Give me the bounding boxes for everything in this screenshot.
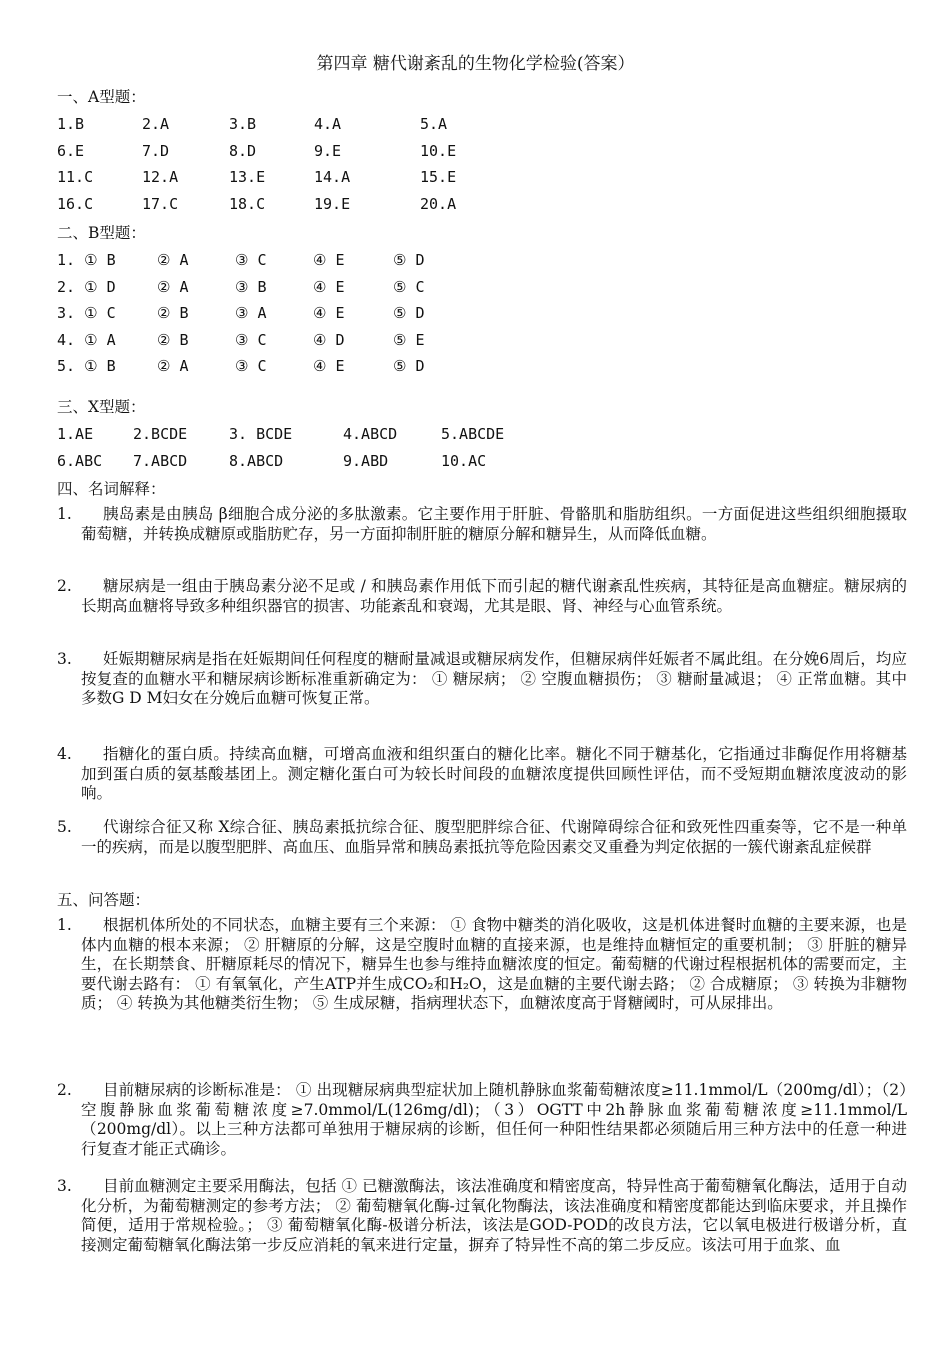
- term-text: 指糖化的蛋白质。持续高血糖，可增高血液和组织蛋白的糖化比率。糖化不同于糖基化，它指通过非酶促作用将糖基加到蛋白质的氨基酸基团上。测定糖化蛋白可为较长时间段的血糖浓度提供回顾性评估，而不受短期血糖浓度波动的影响。: [81, 745, 907, 802]
- answer-cell: 17.C: [142, 194, 179, 213]
- answer-cell: 7.D: [142, 141, 170, 160]
- answer-cell: 4.ABCD: [343, 425, 398, 443]
- term-text: 胰岛素是由胰岛 β细胞合成分泌的多肽激素。它主要作用于肝脏、骨骼肌和脂肪组织。一方面促进这些组织细胞摄取葡萄糖，并转换成糖原或脂肪贮存，另一方面抑制肝脏的糖原分解和糖异生，从而降低血糖。: [81, 505, 907, 543]
- section-b-heading: 二、B型题：: [57, 224, 146, 242]
- answer-cell: ② A: [157, 277, 189, 296]
- answer-cell: ④ E: [313, 304, 345, 322]
- answer-cell: 9.E: [314, 141, 342, 160]
- answer-cell: 10.E: [420, 141, 457, 160]
- answer-row: [57, 450, 937, 472]
- answer-cell: 20.A: [420, 194, 457, 213]
- qa-item: [57, 916, 907, 1014]
- answer-cell: 3. ① C: [57, 304, 116, 322]
- qa-number: 2.: [57, 1081, 72, 1099]
- section-terms-heading: 四、名词解释：: [57, 480, 166, 498]
- answer-row: [57, 113, 937, 135]
- qa-text: 目前糖尿病的诊断标准是： ① 出现糖尿病典型症状加上随机静脉血浆葡萄糖浓度≥11.1mmol/L（200mg/dl）；（2）空腹静脉血浆葡萄糖浓度≥7.0mmol/L(126mg/dl)；（3）OGTT中2h静脉血浆葡萄糖浓度≥11.1mmol/L（200mg/dl）。以上三种方法都可单独用于糖尿病的诊断，但任何一种阳性结果都必须随后用三种方法中的任意一种进行复查才能正式确诊。: [81, 1081, 907, 1158]
- answer-cell: 5. ① B: [57, 357, 116, 375]
- answer-cell: 7.ABCD: [133, 452, 188, 470]
- answer-cell: 1. ① B: [57, 251, 116, 269]
- qa-item: [57, 1081, 907, 1159]
- answer-cell: ④ E: [313, 357, 345, 375]
- answer-cell: 12.A: [142, 168, 179, 186]
- term-item: [57, 818, 907, 857]
- answer-cell: ② A: [157, 357, 189, 375]
- term-number: 4.: [57, 745, 72, 763]
- answer-cell: 6.E: [57, 141, 85, 160]
- answer-cell: 11.C: [57, 168, 94, 186]
- answer-cell: ② B: [157, 330, 189, 349]
- answer-cell: 14.A: [314, 168, 351, 186]
- answer-row: [57, 140, 937, 162]
- answer-cell: ③ C: [235, 251, 267, 269]
- answer-cell: ⑤ D: [393, 357, 425, 375]
- section-qa-heading: 五、问答题：: [57, 891, 151, 909]
- term-number: 2.: [57, 577, 72, 595]
- answer-cell: 5.ABCDE: [441, 425, 505, 443]
- answer-cell: 8.D: [229, 141, 257, 160]
- answer-cell: 4. ① A: [57, 330, 116, 349]
- answer-cell: 4.A: [314, 115, 342, 133]
- answer-cell: 3.B: [229, 115, 257, 133]
- answer-cell: ③ C: [235, 330, 267, 349]
- answer-cell: 10.AC: [441, 452, 487, 470]
- answer-cell: ③ A: [235, 304, 267, 322]
- answer-cell: 19.E: [314, 194, 351, 213]
- term-number: 5.: [57, 818, 72, 836]
- answer-cell: 9.ABD: [343, 452, 389, 470]
- answer-cell: 1.AE: [57, 425, 94, 443]
- section-a-heading: 一、A型题：: [57, 88, 146, 106]
- answer-cell: ③ C: [235, 357, 267, 375]
- answer-row: [57, 249, 937, 271]
- answer-cell: 2.BCDE: [133, 425, 188, 443]
- qa-item: [57, 1177, 907, 1255]
- answer-cell: ④ D: [313, 330, 345, 349]
- answer-cell: 8.ABCD: [229, 452, 284, 470]
- answer-cell: ② A: [157, 251, 189, 269]
- term-item: [57, 745, 907, 804]
- answer-cell: 5.A: [420, 115, 448, 133]
- term-number: 3.: [57, 650, 72, 668]
- answer-cell: ⑤ D: [393, 251, 425, 269]
- qa-number: 1.: [57, 916, 72, 934]
- term-number: 1.: [57, 505, 72, 523]
- term-item: [57, 505, 907, 544]
- answer-row: [57, 302, 937, 324]
- section-x-heading: 三、X型题：: [57, 398, 146, 416]
- term-text: 妊娠期糖尿病是指在妊娠期间任何程度的糖耐量减退或糖尿病发作，但糖尿病伴妊娠者不属此组。在分娩6周后，均应按复查的血糖水平和糖尿病诊断标准重新确定为： ① 糖尿病； ② 空腹血糖损伤； ③ 糖耐量减退； ④ 正常血糖。其中多数G D M妇女在分娩后血糖可恢复正常。: [81, 650, 907, 707]
- answer-cell: 2. ① D: [57, 277, 116, 296]
- answer-row: [57, 166, 937, 188]
- answer-row: [57, 423, 937, 445]
- qa-text: 根据机体所处的不同状态，血糖主要有三个来源： ① 食物中糖类的消化吸收，这是机体进餐时血糖的主要来源，也是体内血糖的根本来源； ② 肝糖原的分解，这是空腹时血糖的直接来源，也是维持血糖恒定的重要机制； ③ 肝脏的糖异生，在长期禁食、肝糖原耗尽的情况下，糖异生也参与维持血糖浓度的恒定。葡萄糖的代谢过程根据机体的需要而定，主要代谢去路有： ① 有氧氧化，产生ATP并生成CO₂和H₂O，这是血糖的主要代谢去路； ② 合成糖原； ③ 转换为非糖物质； ④ 转换为其他糖类衍生物； ⑤ 生成尿糖，指病理状态下，血糖浓度高于肾糖阈时，可从尿排出。: [81, 916, 907, 1012]
- answer-cell: 18.C: [229, 194, 266, 213]
- answer-cell: ⑤ D: [393, 304, 425, 322]
- answer-cell: ⑤ C: [393, 277, 425, 296]
- answer-cell: ③ B: [235, 277, 267, 296]
- answer-cell: 16.C: [57, 194, 94, 213]
- answer-cell: ④ E: [313, 251, 345, 269]
- answer-row: [57, 193, 937, 215]
- term-item: [57, 650, 907, 709]
- term-item: [57, 577, 907, 616]
- qa-number: 3.: [57, 1177, 72, 1195]
- answer-row: [57, 329, 937, 351]
- answer-cell: 6.ABC: [57, 452, 103, 470]
- answer-cell: 2.A: [142, 115, 170, 133]
- answer-cell: 3. BCDE: [229, 425, 293, 443]
- answer-cell: 13.E: [229, 168, 266, 186]
- answer-row: [57, 355, 937, 377]
- page-title: 第四章 糖代谢紊乱的生物化学检验(答案）: [316, 54, 635, 74]
- term-text: 代谢综合征又称 X综合征、胰岛素抵抗综合征、腹型肥胖综合征、代谢障碍综合征和致死性四重奏等，它不是一种单一的疾病，而是以腹型肥胖、高血压、血脂异常和胰岛素抵抗等危险因素交叉重叠为判定依据的一簇代谢紊乱症候群: [81, 818, 907, 856]
- answer-cell: 15.E: [420, 168, 457, 186]
- term-text: 糖尿病是一组由于胰岛素分泌不足或 / 和胰岛素作用低下而引起的糖代谢紊乱性疾病，其特征是高血糖症。糖尿病的长期高血糖将导致多种组织器官的损害、功能紊乱和衰竭，尤其是眼、肾、神经与心血管系统。: [81, 577, 907, 615]
- answer-cell: ⑤ E: [393, 330, 425, 349]
- qa-text: 目前血糖测定主要采用酶法，包括 ① 已糖激酶法，该法准确度和精密度高，特异性高于葡萄糖氧化酶法，适用于自动化分析，为葡萄糖测定的参考方法； ② 葡萄糖氧化酶-过氧化物酶法，该法准确度和精密度都能达到临床要求，并且操作简便，适用于常规检验。； ③ 葡萄糖氧化酶-极谱分析法，该法是GOD-POD的改良方法，它以氧电极进行极谱分析，直接测定葡萄糖氧化酶法第一步反应消耗的氧来进行定量，摒弃了特异性不高的第二步反应。该法可用于血浆、血: [81, 1177, 907, 1254]
- answer-row: [57, 276, 937, 298]
- answer-cell: ④ E: [313, 277, 345, 296]
- answer-cell: ② B: [157, 304, 189, 322]
- answer-cell: 1.B: [57, 115, 85, 133]
